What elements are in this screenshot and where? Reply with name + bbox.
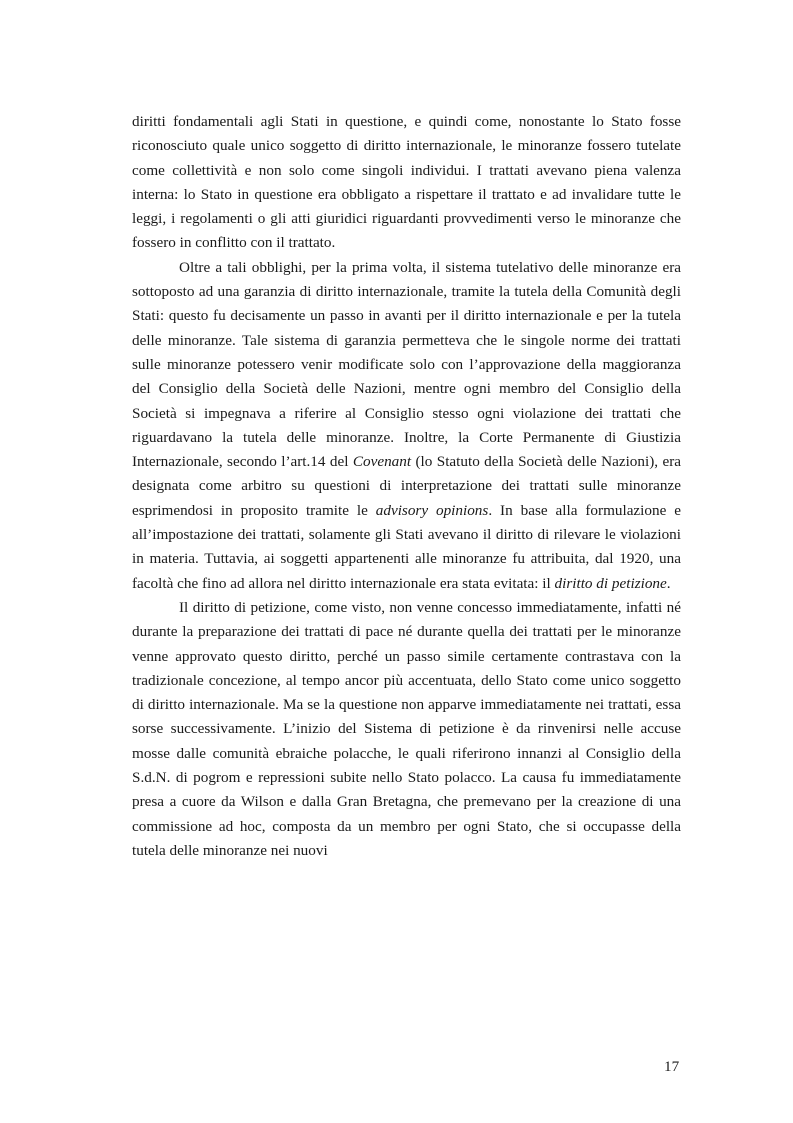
text-run: . In base alla formulazione e all’impostazione dei trattati, solamente gli Stati avevano il diritto di rilevare le violazioni in materia. Tuttavia, ai soggetti appartenenti alle minoranze fu attribuita, dal 1920, una facoltà che fino ad allora nel diritto internazionale era stata evitata: il — [132, 501, 681, 592]
text-run: diritti fondamentali agli Stati in questione, e quindi come, nonostante lo Stato fosse riconosciuto quale unico soggetto di diritto internazionale, le minoranze fossero tutelate come collettività e non solo come singoli individui. I trattati avevano piena valenza interna: lo Stato in questione era obbligato a rispettare il trattato e ad invalidare tutte le leggi, i regolamenti o gli atti giuridici riguardanti provvedimenti verso le minoranze che fossero in conflitto con il trattato. — [132, 113, 681, 252]
paragraph-1 — [132, 110, 681, 256]
text-run: Il diritto di petizione, come visto, non venne concesso immediatamente, infatti né durante la preparazione dei trattati di pace né durante quella dei trattati per le minoranze venne approvato questo diritto, perché un passo simile certamente contrastava con la tradizionale concezione, al tempo ancor più accentuata, dello Stato come unico soggetto di diritto internazionale. Ma se la questione non apparve immediatamente nei trattati, essa sorse successivamente. L’inizio del Sistema di petizione è da rinvenirsi nelle accuse mosse dalle comunità ebraiche polacche, le quali riferirono innanzi al Consiglio della S.d.N. di pogrom e repressioni subite nello Stato polacco. La causa fu immediatamente presa a cuore da Wilson e dalla Gran Bretagna, che premevano per la creazione di una commissione ad hoc, composta da un membro per ogni Stato, che si occupasse della tutela delle minoranze nei nuovi — [132, 598, 681, 859]
italic-term-diritto-di-petizione: diritto di petizione — [554, 574, 667, 592]
italic-term-advisory-opinions: advisory opinions — [375, 501, 489, 519]
italic-term-covenant: Covenant — [352, 453, 412, 471]
paragraph-2 — [132, 256, 681, 596]
paragraph-3 — [132, 596, 681, 863]
document-body — [132, 110, 681, 863]
text-run: . — [666, 574, 671, 592]
text-run: (lo Statuto della Società delle Nazioni), era designata come arbitro su questioni di interpretazione dei trattati sulle minoranze esprimendosi in proposito tramite le — [132, 453, 681, 519]
text-run: Oltre a tali obblighi, per la prima volta, il sistema tutelativo delle minoranze era sottoposto ad una garanzia di diritto internazionale, tramite la tutela della Comunità degli Stati: questo fu decisamente un passo in avanti per il diritto internazionale e per la tutela delle minoranze. Tale sistema di garanzia permetteva che le singole norme dei trattati sulle minoranze potessero venir modificate solo con l’approvazione della maggioranza del Consiglio della Società delle Nazioni, mentre ogni membro del Consiglio della Società si impegnava a riferire al Consiglio stesso ogni violazione dei trattati che riguardavano la tutela delle minoranze. Inoltre, la Corte Permanente di Giustizia Internazionale, secondo l’art.14 del — [132, 258, 681, 471]
page-number: 17 — [664, 1058, 680, 1075]
